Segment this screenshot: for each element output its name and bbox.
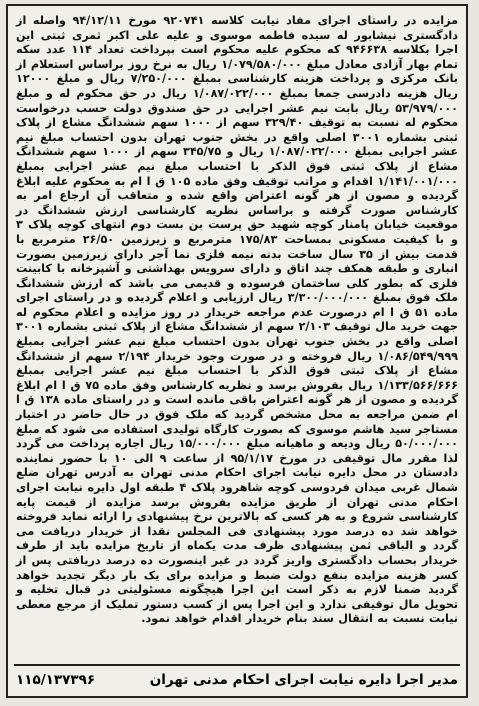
signature: مدیر اجرا دایره نیابت اجرای احکام مدنی تهران [149, 672, 458, 688]
notice-body: مزایده در راستای اجرای مفاد نیابت کلاسه ۹۲۰۷۴۱ مورخ ۹۴/۱۲/۱۱ واصله از دادگستری نیشابور له سیده فاطمه موسوی و علیه علی اکبر ثمری ثبتی این اجرا بکلاسه ۹۴۶۶۳۸ که محکوم علیه محکوم است بپرداخت تعداد ۱۱۴ عدد سکه تمام بهار آزادی معادل مبلغ ۱/۰۷۹/۵۸۰/۰۰۰ ریال به نرخ روز براساس استعلام از بانک مرکزی و پرداخت هزینه کارشناسی بمبلغ ۷/۲۵۰/۰۰۰ ریال و مبلغ ۱۲۰۰۰ ریال هزینه دادرسی جمعا بمبلغ ۱/۰۸۷/۰۲۲/۰۰۰ ریال در حق محکوم له و مبلغ ۵۳/۹۷۹/۰۰۰ ریال بابت نیم عشر اجرایی در حق صندوق دولت حسب درخواست محکوم له نسبت به توقیف ۳۲۹/۴۰ سهم از ۱۰۰۰ سهم ششدانگ مشاع از پلاک ثبتی بشماره ۳۰۰۱ اصلی واقع در بخش جنوب تهران بدون احتساب مبلغ نیم عشر اجرایی بمبلغ ۱/۰۸۷/۰۲۲/۰۰۰ ریال و ۳۴۵/۷۵ سهم از ۱۰۰۰ سهم ششدانگ مشاع از پلاک ثبتی فوق الذکر با احتساب مبلغ نیم عشر اجرایی بمبلغ ۱/۱۴۱/۰۰۱/۰۰۰ اقدام و مراتب توقیف وفق ماده ۱۰۵ ق ا ام به محکوم علیه ابلاغ گردیده و مصون از هر گونه اعتراض واقع شده و متعاقب آن ارجاع امر به کارشناس صورت گرفته و براساس نظریه کارشناسی ارزش ششدانگ در موقعیت خیابان پامنار کوچه شهید حق پرست بن بست دوم انتهای کوچه پلاک ۳ و با کیفیت مسکونی بمساحت ۱۷۵/۸۳ مترمربع و زیرزمین ۲۶/۵۰ مترمربع با قدمت بیش از ۳۵ سال ساخت بدنه نیمه فلزی نما آجر دارای زیرزمین بصورت انباری و طبقه همکف چند اتاق و دارای سرویس بهداشتی و آشپزخانه با کابینت فلزی که بطور کلی ساختمان فرسوده و قدیمی می باشد که ارزش ششدانگ ملک فوق بمبلغ ۳/۳۰۰/۰۰۰/۰۰۰ ریال ارزیابی و اعلام گردیده و در راستای اجرای ماده ۵۱ ق ا ام درصورت عدم مراجعه خریدار در روز مزایده و اعلام محکوم له جهت خرید مال توقیف ۲/۱۰۳ سهم از ششدانگ مشاع از پلاک ثبتی بشماره ۳۰۰۱ اصلی واقع در بخش جنوب تهران بدون احتساب مبلغ نیم عشر اجرایی بمبلغ ۱/۰۸۶/۵۴۹/۹۹۹ ریال فروخته و در صورت وجود خریدار ۲/۱۹۴ سهم از ششدانگ مشاع از پلاک ثبتی فوق الذکر با احتساب مبلغ نیم عشر اجرایی بمبلغ ۱/۱۳۳/۵۶۶/۶۶۶ ریال بفروش برسد و نظریه کارشناس وفق ماده ۷۵ ق ا ام ابلاغ گردیده و مصون از هر گونه اعتراض باقی مانده است و در راستای ماده ۱۳۸ ق ا ام ضمن مراجعه به محل مشخص گردید که ملک فوق در حال حاضر در اختیار مستاجر سید هاشم موسوی که بصورت کارگاه تولیدی استفاده می شود که مبلغ ۵۰/۰۰۰/۰۰۰ ریال ودیعه و ماهیانه مبلغ ۱۵/۰۰۰/۰۰۰ ریال اجاره پرداخت می گردد لذا مقرر مال توقیفی در مورخ ۹۵/۱/۱۷ از ساعت ۹ الی ۱۰ با حضور نماینده دادستان در محل دایره نیابت اجرای احکام مدنی تهران به آدرس تهران ضلع شمال غربی میدان فردوسی کوچه شاهرود پلاک ۴ طبقه اول دایره نیابت اجرای احکام مدنی تهران از طریق مزایده بفروش برسد مزایده از قیمت پایه کارشناسی شروع و به هر کسی که بالاترین نرخ پیشنهادی را ارائه نماید فروخته خواهد شد ده درصد مورد پیشنهادی فی المجلس نقدا از خریدار دریافت می گردد و الباقی ثمن پیشنهادی ظرف مدت یکماه از تاریخ مزایده باید از طرف خریدار بحساب دادگستری واریز گردد در غیر اینصورت ده درصد دریافتی پس از کسر هزینه مزایده بنفع دولت ضبط و مزایده برای یک بار دیگر تجدید خواهد گردید ضمنا لازم به ذکر است این اجرا هیچگونه مسئولیتی در قبال تخلیه و تحویل مال توقیفی ندارد و این اجرا پس از کسب دستور تملیک از مرجع معطی نیابت نسبت به انتقال سند بنام خریدار اقدام خواهد نمود. [16, 14, 459, 626]
footer-divider [14, 664, 460, 666]
auction-notice [6, 4, 468, 698]
notice-footer [16, 672, 458, 688]
reference-number: ۱۱۵/۱۳۷۳۹۶ [16, 672, 96, 688]
